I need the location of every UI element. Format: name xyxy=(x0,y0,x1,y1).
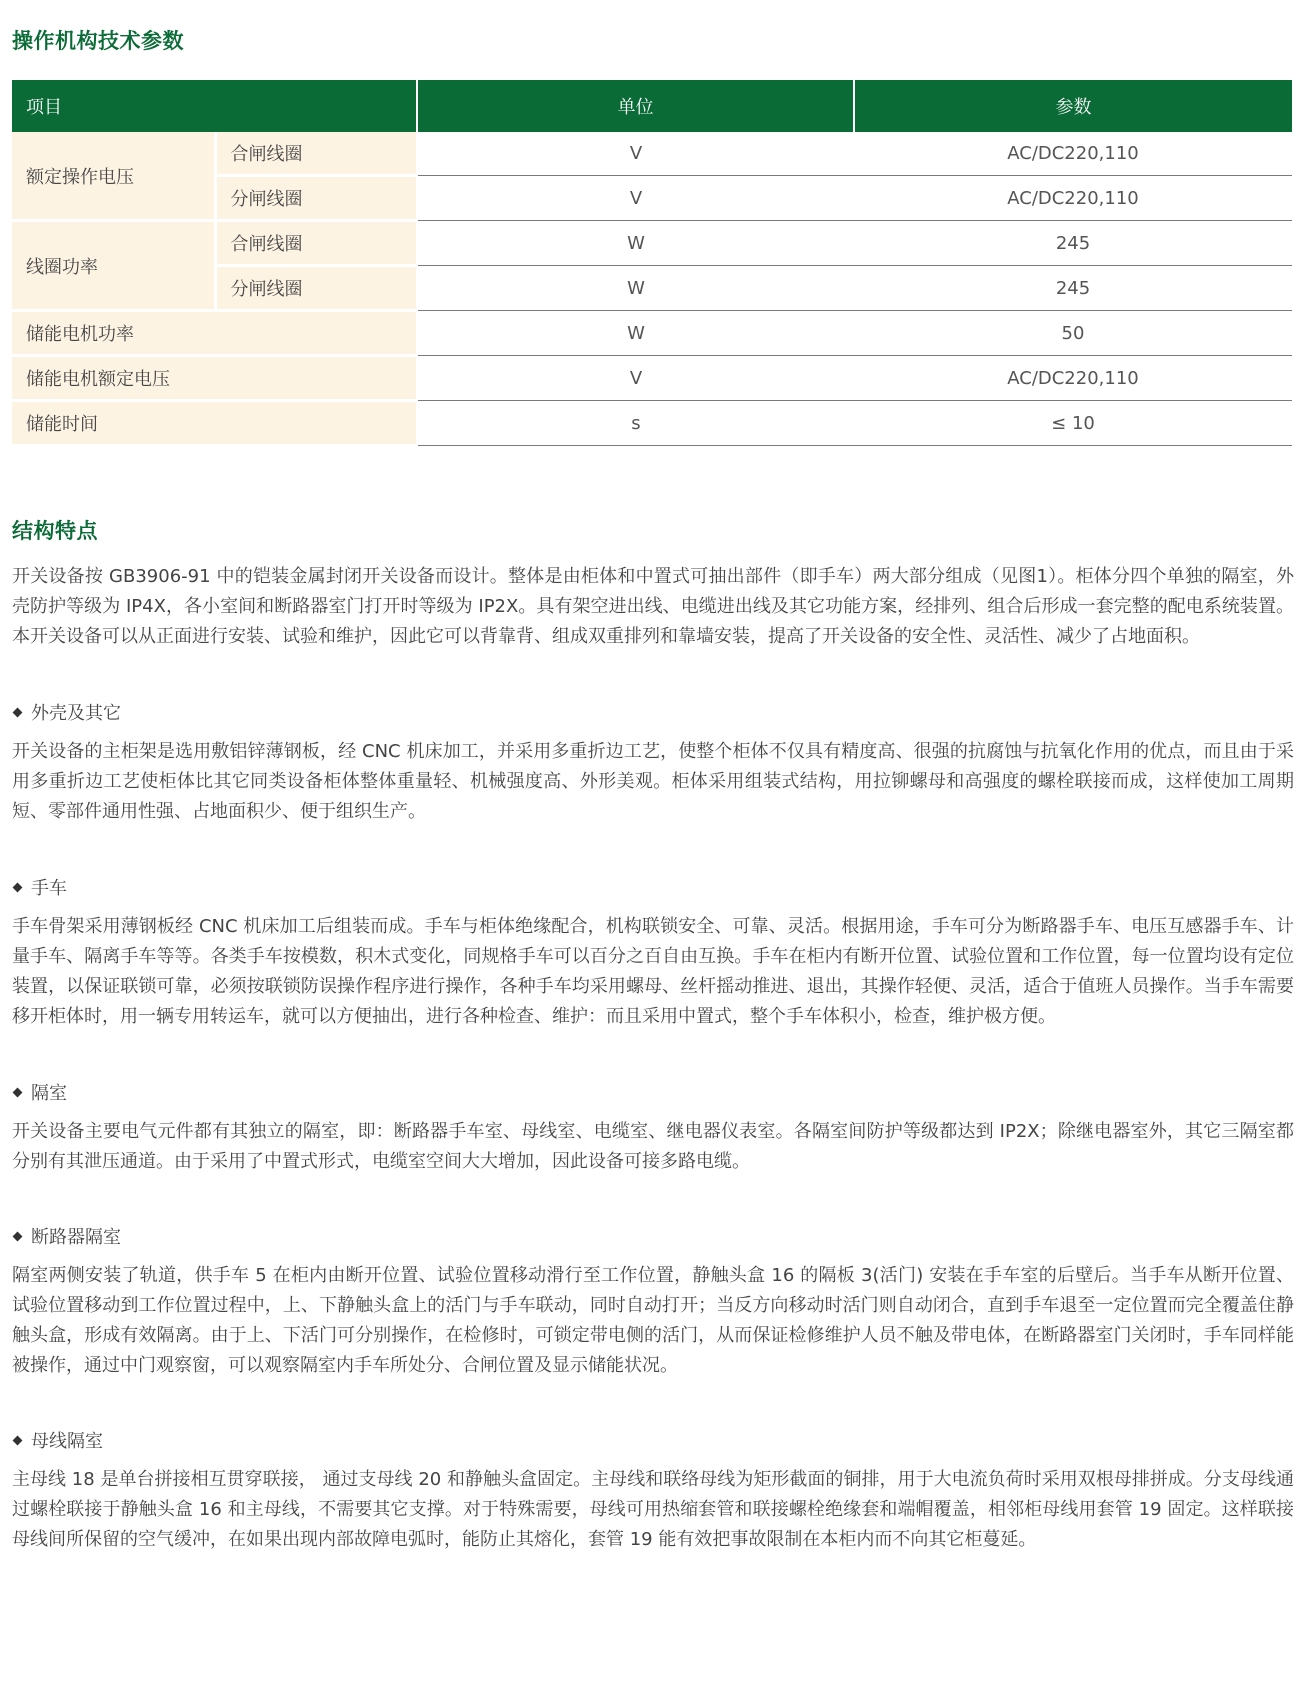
spec-table xyxy=(12,80,1292,447)
row-param: AC/DC220,110 xyxy=(854,176,1292,221)
subsection-heading-breaker-compartment xyxy=(12,1226,121,1250)
row-unit: V xyxy=(417,132,854,176)
subsection-paragraph-compartment: 开关设备主要电气元件都有其独立的隔室，即：断路器手车室、母线室、电缆室、继电器仪表室。各隔室间防护等级都达到 IP2X；除继电器室外，其它三隔室都分别有其泄压通道。由于采用了中置式形式，电缆室空间大大增加，因此设备可接多路电缆。 xyxy=(12,1121,1294,1172)
header-param: 参数 xyxy=(854,80,1292,132)
row-unit: V xyxy=(417,176,854,221)
row-unit: V xyxy=(417,356,854,401)
row-label: 储能电机功率 xyxy=(12,311,417,356)
row-unit: W xyxy=(417,311,854,356)
diamond-bullet-icon xyxy=(13,708,23,718)
subsection-heading-compartment xyxy=(12,1082,67,1106)
subsection-heading-busbar-compartment xyxy=(12,1430,103,1454)
row-sub-label: 分闸线圈 xyxy=(215,176,417,221)
row-unit: W xyxy=(417,221,854,266)
header-item: 项目 xyxy=(12,80,417,132)
diamond-bullet-icon xyxy=(13,883,23,893)
subsection-paragraph-truck: 手车骨架采用薄钢板经 CNC 机床加工后组装而成。手车与柜体绝缘配合，机构联锁安全、可靠、灵活。根据用途，手车可分为断路器手车、电压互感器手车、计量手车、隔离手车等等。各类手车按模数，积木式变化，同规格手车可以百分之百自由互换。手车在柜内有断开位置、试验位置和工作位置，每一位置均设有定位装置，以保证联锁可靠，必须按联锁防误操作程序进行操作，各种手车均采用螺母、丝杆摇动推进、退出，其操作轻便、灵活，适合于值班人员操作。当手车需要移开柜体时，用一辆专用转运车，就可以方便抽出，进行各种检查、维护：而且采用中置式，整个手车体积小，检查，维护极方便。 xyxy=(12,916,1294,1027)
row-sub-label: 合闸线圈 xyxy=(215,221,417,266)
row-group-label: 额定操作电压 xyxy=(12,132,215,221)
subsection-heading-enclosure xyxy=(12,702,121,726)
subsection-heading-text: 断路器隔室 xyxy=(31,1227,121,1248)
diamond-bullet-icon xyxy=(13,1088,23,1098)
row-unit: W xyxy=(417,266,854,311)
row-sub-label: 合闸线圈 xyxy=(215,132,417,176)
diamond-bullet-icon xyxy=(13,1232,23,1242)
subsection-paragraph-busbar-compartment: 主母线 18 是单台拼接相互贯穿联接， 通过支母线 20 和静触头盒固定。主母线和联络母线为矩形截面的铜排，用于大电流负荷时采用双根母排拼成。分支母线通过螺栓联接于静触头盒 16 和主母线，不需要其它支撑。对于特殊需要，母线可用热缩套管和联接螺栓绝缘套和端帽覆盖，相邻柜母线用套管 19 固定。这样联接母线间所保留的空气缓冲，在如果出现内部故障电弧时，能防止其熔化，套管 19 能有效把事故限制在本柜内而不向其它柜蔓延。 xyxy=(12,1469,1294,1550)
header-unit: 单位 xyxy=(417,80,854,132)
subsection-heading-truck xyxy=(12,877,67,901)
row-label: 储能电机额定电压 xyxy=(12,356,417,401)
row-group-label: 线圈功率 xyxy=(12,221,215,311)
row-param: AC/DC220,110 xyxy=(854,356,1292,401)
row-param: 245 xyxy=(854,266,1292,311)
section-title-structure-features: 结构特点 xyxy=(12,519,98,543)
subsection-paragraph-breaker-compartment: 隔室两侧安装了轨道，供手车 5 在柜内由断开位置、试验位置移动滑行至工作位置，静触头盒 16 的隔板 3(活门) 安装在手车室的后壁后。当手车从断开位置、试验位置移动到工作位置过程中，上、下静触头盒上的活门与手车联动，同时自动打开；当反方向移动时活门则自动闭合，直到手车退至一定位置而完全覆盖住静触头盒，形成有效隔离。由于上、下活门可分别操作，在检修时，可锁定带电侧的活门，从而保证检修维护人员不触及带电体，在断路器室门关闭时，手车同样能被操作，通过中门观察窗，可以观察隔室内手车所处分、合闸位置及显示储能状况。 xyxy=(12,1265,1294,1376)
diamond-bullet-icon xyxy=(13,1436,23,1446)
row-param: AC/DC220,110 xyxy=(854,132,1292,176)
subsection-heading-text: 外壳及其它 xyxy=(31,703,121,724)
subsection-heading-text: 隔室 xyxy=(31,1083,67,1104)
row-label: 储能时间 xyxy=(12,401,417,446)
row-param: 245 xyxy=(854,221,1292,266)
row-unit: s xyxy=(417,401,854,446)
subsection-heading-text: 手车 xyxy=(31,878,67,899)
row-param: 50 xyxy=(854,311,1292,356)
table-row xyxy=(12,311,1292,356)
intro-paragraph: 开关设备按 GB3906-91 中的铠装金属封闭开关设备而设计。整体是由柜体和中置式可抽出部件（即手车）两大部分组成（见图1）。柜体分四个单独的隔室，外壳防护等级为 IP4X，各小室间和断路器室门打开时等级为 IP2X。具有架空进出线、电缆进出线及其它功能方案，经排列、组合后形成一套完整的配电系统装置。本开关设备可以从正面进行安装、试验和维护，因此它可以背靠背、组成双重排列和靠墙安装，提高了开关设备的安全性、灵活性、减少了占地面积。 xyxy=(12,566,1294,647)
table-header-row xyxy=(12,80,1292,132)
row-sub-label: 分闸线圈 xyxy=(215,266,417,311)
table-row xyxy=(12,132,1292,176)
table-row xyxy=(12,221,1292,266)
subsection-paragraph-enclosure: 开关设备的主柜架是选用敷铝锌薄钢板，经 CNC 机床加工，并采用多重折边工艺，使整个柜体不仅具有精度高、很强的抗腐蚀与抗氧化作用的优点，而且由于采用多重折边工艺使柜体比其它同类设备柜体整体重量轻、机械强度高、外形美观。柜体采用组装式结构，用拉铆螺母和高强度的螺栓联接而成，这样使加工周期短、零部件通用性强、占地面积少、便于组织生产。 xyxy=(12,741,1294,822)
table-row xyxy=(12,401,1292,446)
subsection-heading-text: 母线隔室 xyxy=(31,1431,103,1452)
section-title-operating-mechanism: 操作机构技术参数 xyxy=(12,29,184,53)
table-row xyxy=(12,356,1292,401)
row-param: ≤ 10 xyxy=(854,401,1292,446)
